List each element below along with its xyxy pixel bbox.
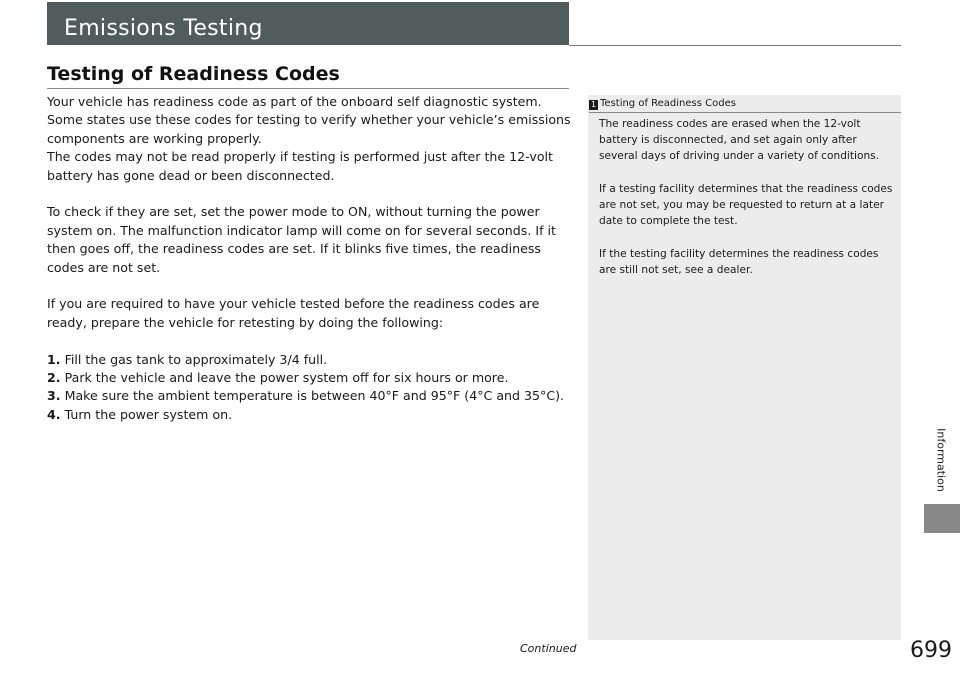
step-text: Turn the power system on. <box>64 406 233 422</box>
continued-label: Continued <box>520 642 577 655</box>
section-rule <box>47 88 569 89</box>
step-item <box>47 369 577 387</box>
body-paragraph: The codes may not be read properly if testing is performed just after the 12-volt battery has gone dead or been disconnected. <box>47 149 553 183</box>
note-heading-text: Testing of Readiness Codes <box>600 98 736 109</box>
note-paragraph: If a testing facility determines that the readiness codes are not set, you may be requested to return at a later date to complete the test. <box>599 182 893 228</box>
step-text: Make sure the ambient temperature is between 40°F and 95°F (4°C and 35°C). <box>64 388 565 404</box>
side-tab-label-text: Information <box>934 428 948 492</box>
note-paragraph: If the testing facility determines the readiness codes are still not set, see a dealer. <box>599 247 879 276</box>
body-paragraph: To check if they are set, set the power mode to ON, without turning the power system on. The malfunction indicator lamp will come on for several seconds. If it then goes off, the readiness codes are set. If it blinks five times, the readiness codes are not set. <box>47 204 556 275</box>
body-paragraph: If you are required to have your vehicle tested before the readiness codes are ready, prepare the vehicle for retesting by doing the following: <box>47 296 540 330</box>
section-heading: Testing of Readiness Codes <box>47 63 340 85</box>
header-rule <box>569 45 901 46</box>
side-tab-label <box>934 420 948 500</box>
step-number: 3. <box>47 388 61 404</box>
note-reference-icon: 1 <box>590 100 597 109</box>
body-text <box>47 93 577 424</box>
page-title: Emissions Testing <box>64 16 263 41</box>
step-number: 4. <box>47 406 61 422</box>
side-tab-marker <box>924 504 960 533</box>
page-number: 699 <box>910 638 952 663</box>
note-heading <box>589 97 736 110</box>
note-rule <box>589 112 901 113</box>
step-number: 2. <box>47 370 61 386</box>
body-paragraph: Your vehicle has readiness code as part of the onboard self diagnostic system. Some states use these codes for testing to verify whether your vehicle’s emissions components are working properly. <box>47 94 571 146</box>
step-item <box>47 351 577 369</box>
note-paragraph: The readiness codes are erased when the 12-volt battery is disconnected, and set again only after several days of driving under a variety of conditions. <box>599 118 880 163</box>
steps-list <box>47 351 577 425</box>
note-body <box>599 116 895 294</box>
step-text: Park the vehicle and leave the power system off for six hours or more. <box>64 370 509 386</box>
step-number: 1. <box>47 351 61 367</box>
step-item <box>47 406 577 424</box>
step-text: Fill the gas tank to approximately 3/4 full. <box>64 351 328 367</box>
step-item <box>47 387 577 405</box>
